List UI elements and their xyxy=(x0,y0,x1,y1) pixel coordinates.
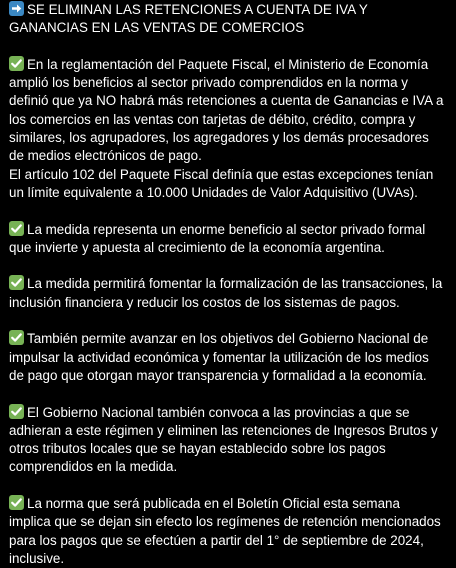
paragraph-4 xyxy=(9,330,444,385)
check-mark-icon xyxy=(9,495,24,510)
post-title-paragraph xyxy=(9,1,444,38)
check-mark-icon xyxy=(9,330,24,345)
paragraph-1 xyxy=(9,56,444,202)
paragraph-5 xyxy=(9,404,444,477)
paragraph-6 xyxy=(9,495,444,568)
paragraph-1-line-1: En la reglamentación del Paquete Fiscal, el Ministerio de Economía amplió los beneficios al sector privado comprendidos en la norma y definió que ya NO habrá más retenciones a cuenta de Ganancias e IVA a los comercios en las ventas con tarjetas de débito, crédito, compra y similares, los agrupadores, los agregadores y los demás procesadores de medios electrónicos de pago. xyxy=(9,56,444,164)
check-mark-icon xyxy=(9,221,24,236)
post-title: SE ELIMINAN LAS RETENCIONES A CUENTA DE IVA Y GANANCIAS EN LAS VENTAS DE COMERCIOS xyxy=(9,2,368,36)
check-mark-icon xyxy=(9,404,24,419)
paragraph-4-text: También permite avanzar en los objetivos del Gobierno Nacional de impulsar la actividad económica y fomentar la utilización de los medios de pago que otorgan mayor transparencia y formalidad a la economía. xyxy=(9,331,429,383)
check-mark-icon xyxy=(9,56,24,71)
paragraph-2 xyxy=(9,221,444,258)
arrow-right-icon xyxy=(9,1,24,16)
check-mark-icon xyxy=(9,275,24,290)
paragraph-5-text: El Gobierno Nacional también convoca a las provincias a que se adhieran a este régimen y eliminen las retenciones de Ingresos Brutos y otros tributos locales que se hayan establecido sobre los pagos comprendidos en la medida. xyxy=(9,404,438,475)
paragraph-3-text: La medida permitirá fomentar la formalización de las transacciones, la inclusión financiera y reducir los costos de los sistemas de pagos. xyxy=(9,276,443,310)
paragraph-1-line-2: El artículo 102 del Paquete Fiscal definía que estas excepciones tenían un límite equivalente a 10.000 Unidades de Valor Adquisitivo (UVAs). xyxy=(9,166,434,200)
paragraph-6-text: La norma que será publicada en el Boletín Oficial esta semana implica que se dejan sin efecto los regímenes de retención mencionados para los pagos que se efectúen a partir del 1° de septiembre de 2024, inclusive. xyxy=(9,496,441,566)
paragraph-2-text: La medida representa un enorme beneficio al sector privado formal que invierte y apuesta al crecimiento de la economía argentina. xyxy=(9,221,426,255)
paragraph-3 xyxy=(9,275,444,312)
